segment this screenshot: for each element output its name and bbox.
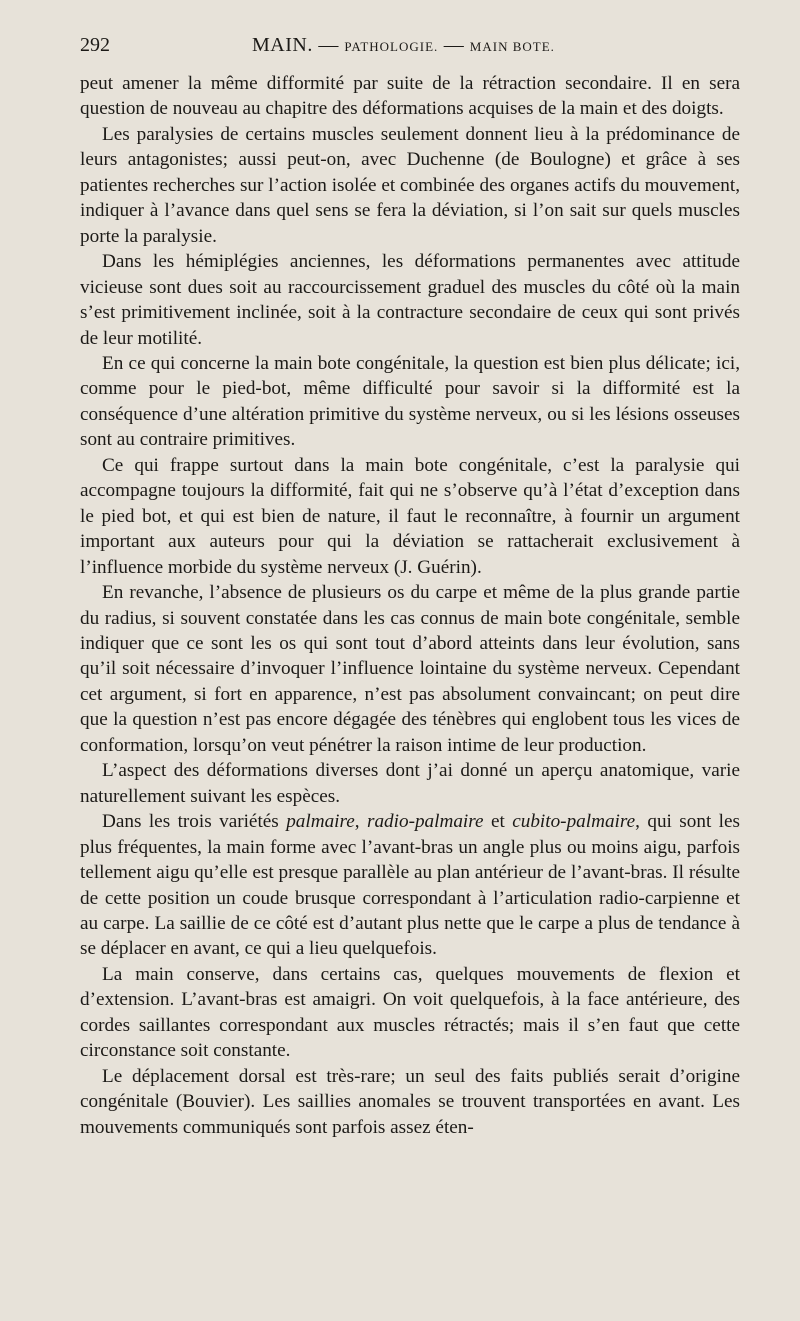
paragraph-text: et	[483, 811, 513, 833]
running-head-main: MAIN.	[252, 34, 313, 56]
running-head-separator: —	[318, 34, 339, 56]
running-head-separator: —	[443, 34, 465, 56]
body-text	[80, 71, 740, 1140]
paragraph: En ce qui concerne la main bote congénitale, la question est bien plus délicate; ici, comme pour le pied-bot, même difficulté pour savoir si la difformité est la conséquence d’une altération primitive du système nerveux, ou si les lésions osseuses sont au contraire primitives.	[80, 352, 740, 451]
paragraph: Les paralysies de certains muscles seulement donnent lieu à la prédominance de leurs antagonistes; aussi peut-on, avec Duchenne (de Boulogne) et grâce à ses patientes recherches sur l’action isolée et combinée des organes actifs du mouvement, indiquer à l’avance dans quel sens se fera la déviation, si l’on sait sur quels muscles porte la paralysie.	[80, 123, 740, 247]
page-header	[80, 34, 740, 64]
paragraph: La main conserve, dans certains cas, quelques mouvements de flexion et d’extension. L’avant-bras est amaigri. On voit quelquefois, à la face antérieure, des cordes saillantes correspondant aux muscles rétractés; mais il s’en faut que cette circonstance soit constante.	[80, 963, 740, 1062]
paragraph-text: , qui sont les plus fréquentes, la main forme avec l’avant-bras un angle plus ou moins aigu, parfois tellement aigu qu’elle est presque parallèle au plan antérieur de l’avant-bras. Il résulte de cette position un coude brusque correspondant à l’articulation radio-carpienne et au carpe. La saillie de ce côté est d’autant plus nette que le carpe a plus de tendance à se déplacer en avant, ce qui a lieu quelquefois.	[80, 811, 740, 960]
term-radio-palmaire: radio-palmaire	[366, 811, 484, 833]
paragraph-text: Dans les trois variétés	[102, 811, 287, 833]
running-head-subsection: MAIN BOTE.	[469, 39, 555, 54]
paragraph: Dans les hémiplégies anciennes, les déformations permanentes avec attitude vicieuse sont dues soit au raccourcissement graduel des muscles du côté où la main s’est primitivement inclinée, soit à la contracture secondaire de ceux qui sont privés de leur motilité.	[80, 251, 740, 349]
page-number: 292	[80, 34, 110, 56]
paragraph: Le déplacement dorsal est très-rare; un seul des faits publiés serait d’origine congénitale (Bouvier). Les saillies anomales se trouvent transportées en avant. Les mouvements communiqués sont parfois assez éten-	[80, 1065, 740, 1138]
running-head-section: PATHOLOGIE.	[344, 39, 439, 54]
running-head	[252, 34, 555, 57]
term-palmaire: palmaire	[286, 811, 355, 833]
paragraph: L’aspect des déformations diverses dont j’ai donné un aperçu anatomique, varie naturellement suivant les espèces.	[80, 760, 740, 807]
paragraph: peut amener la même difformité par suite de la rétraction secondaire. Il en sera question de nouveau au chapitre des déformations acquises de la main et des doigts.	[80, 73, 740, 120]
term-cubito-palmaire: cubito-palmaire	[512, 811, 636, 833]
paragraph: Ce qui frappe surtout dans la main bote congénitale, c’est la paralysie qui accompagne toujours la difformité, fait qui ne s’observe qu’à l’état d’exception dans le pied bot, et qui est bien de nature, il faut le reconnaître, à fournir un argument important aux auteurs pour qui la déviation se rattacherait exclusivement à l’influence morbide du système nerveux (J. Guérin).	[80, 454, 740, 578]
paragraph-text: ,	[354, 811, 367, 833]
paragraph	[80, 809, 740, 962]
paragraph: En revanche, l’absence de plusieurs os du carpe et même de la plus grande partie du radius, si souvent constatée dans les cas connus de main bote congénitale, semble indiquer que ce sont les os qui sont tout d’abord atteints dans leur évolution, sans qu’il soit nécessaire d’invoquer l’influence lointaine du système nerveux. Cependant cet argument, si fort en apparence, n’est pas absolument convaincant; on peut dire que la question n’est pas encore dégagée des ténèbres qui englobent tous les vices de conformation, lorsqu’on veut pénétrer la raison intime de leur production.	[80, 582, 740, 756]
